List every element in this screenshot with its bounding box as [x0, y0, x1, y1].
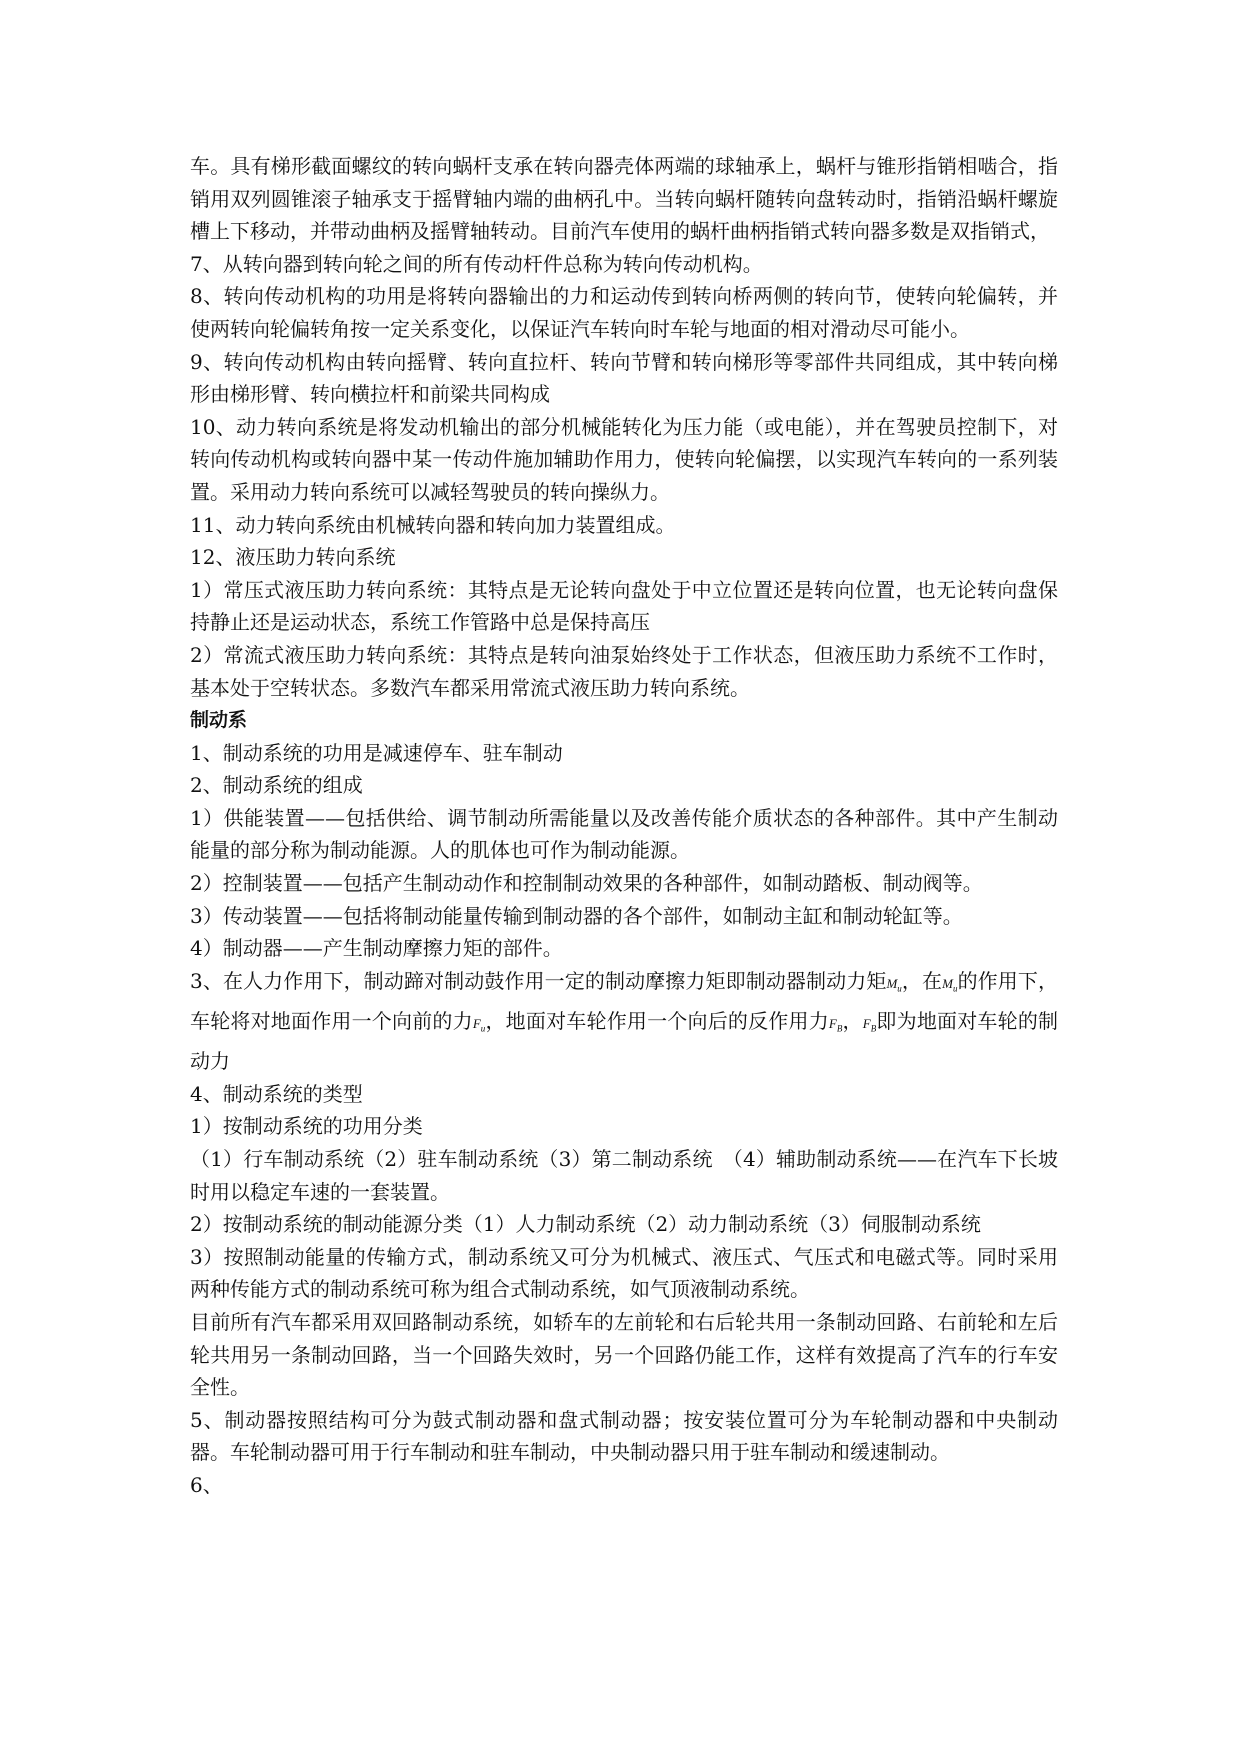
brake-paragraph-2-1: 1）供能装置——包括供给、调节制动所需能量以及改善传能介质状态的各种部件。其中产生制动能量的部分称为制动能源。人的肌体也可作为制动能源。 [190, 805, 1058, 863]
brake-paragraph-2-2: 2）控制装置——包括产生制动动作和控制制动效果的各种部件，如制动踏板、制动阀等。 [190, 871, 983, 896]
paragraph-worm-steering: 车。具有梯形截面螺纹的转向蜗杆支承在转向器壳体两端的球轴承上，蜗杆与锥形指销相啮合，指销用双列圆锥滚子轴承支于摇臂轴内端的曲柄孔中。当转向蜗杆随转向盘转动时，指销沿蜗杆螺旋槽上下移动，并带动曲柄及摇臂轴转动。目前汽车使用的蜗杆曲柄指销式转向器多数是双指销式， [190, 154, 1058, 244]
symbol-mu-2-sub: u [952, 983, 958, 994]
symbol-fb-2-sub: B [870, 1023, 877, 1034]
brake-paragraph-2-3: 3）传动装置——包括将制动能量传输到制动器的各个部件，如制动主缸和制动轮缸等。 [190, 903, 963, 928]
section-heading-brake-system: 制动系 [190, 709, 248, 732]
brake-paragraph-4-1-list: （1）行车制动系统（2）驻车制动系统（3）第二制动系统 （4）辅助制动系统——在汽车下长坡时用以稳定车速的一套装置。 [190, 1147, 1058, 1204]
paragraph-8: 8、转向传动机构的功用是将转向器输出的力和运动传到转向桥两侧的转向节，使转向轮偏转，并使两转向轮偏转角按一定关系变化，以保证汽车转向时车轮与地面的相对滑动尽可能小。 [190, 284, 1058, 341]
symbol-fu [472, 1016, 486, 1034]
para3-text-4: ，地面对车轮作用一个向后的反作用力 [485, 1009, 829, 1034]
symbol-fb-letter: F [828, 1016, 837, 1032]
para3-text-2: ，在 [901, 968, 943, 993]
brake-paragraph-2: 2、制动系统的组成 [190, 773, 363, 798]
brake-paragraph-2-4: 4）制动器——产生制动摩擦力矩的部件。 [190, 936, 563, 961]
document-body [190, 150, 1058, 1502]
symbol-fu-letter: F [472, 1016, 481, 1032]
symbol-mu-2 [942, 975, 958, 994]
paragraph-12-1: 1）常压式液压助力转向系统：其特点是无论转向盘处于中立位置还是转向位置，也无论转向盘保持静止还是运动状态，系统工作管路中总是保持高压 [190, 577, 1058, 635]
brake-paragraph-5: 5、制动器按照结构可分为鼓式制动器和盘式制动器；按安装位置可分为车轮制动器和中央制动器。车轮制动器可用于行车制动和驻车制动，中央制动器只用于驻车制动和缓速制动。 [190, 1407, 1058, 1465]
para3-text-3: 的作用下，车轮将对地面作用一个向前的力 [190, 968, 1059, 1034]
paragraph-9: 9、转向传动机构由转向摇臂、转向直拉杆、转向节臂和转向梯形等零部件共同组成，其中转向梯形由梯形臂、转向横拉杆和前梁共同构成 [190, 349, 1058, 407]
symbol-fb [828, 1016, 843, 1034]
symbol-mu-letter: M [886, 975, 898, 991]
brake-paragraph-6: 6、 [190, 1472, 223, 1497]
symbol-mu-2-letter: M [942, 975, 953, 991]
brake-paragraph-1: 1、制动系统的功用是减速停车、驻车制动 [190, 740, 563, 765]
paragraph-12-2: 2）常流式液压助力转向系统：其特点是转向油泵始终处于工作状态，但液压助力系统不工作时，基本处于空转状态。多数汽车都采用常流式液压助力转向系统。 [190, 642, 1058, 700]
brake-paragraph-dual-circuit: 目前所有汽车都采用双回路制动系统，如轿车的左前轮和右后轮共用一条制动回路、右前轮和左后轮共用另一条制动回路，当一个回路失效时，另一个回路仍能工作，这样有效提高了汽车的行车安全性。 [190, 1309, 1058, 1400]
para3-text-1: 3、在人力作用下，制动蹄对制动鼓作用一定的制动摩擦力矩即制动器制动力矩 [190, 968, 887, 993]
symbol-mu [886, 975, 902, 994]
paragraph-10: 10、动力转向系统是将发动机输出的部分机械能转化为压力能（或电能），并在驾驶员控制下，对转向传动机构或转向器中某一传动件施加辅助作用力，使转向轮偏摆，以实现汽车转向的一系列装置。采用动力转向系统可以减轻驾驶员的转向操纵力。 [190, 414, 1058, 504]
paragraph-12: 12、液压助力转向系统 [190, 545, 396, 570]
brake-paragraph-4-3: 3）按照制动能量的传输方式，制动系统又可分为机械式、液压式、气压式和电磁式等。同时采用两种传能方式的制动系统可称为组合式制动系统，如气顶液制动系统。 [190, 1244, 1058, 1302]
para3-text-6: 即为地面对车轮的制动力 [190, 1009, 1059, 1074]
para3-text-5: ， [842, 1009, 863, 1034]
symbol-fb-sub: B [836, 1023, 843, 1034]
symbol-mu-sub: u [897, 983, 902, 994]
symbol-fu-sub: u [480, 1023, 486, 1034]
brake-paragraph-4-1: 1）按制动系统的功用分类 [190, 1114, 423, 1139]
brake-paragraph-4-2: 2）按制动系统的制动能源分类（1）人力制动系统（2）动力制动系统（3）伺服制动系统 [190, 1212, 981, 1237]
paragraph-11: 11、动力转向系统由机械转向器和转向加力装置组成。 [190, 512, 676, 537]
paragraph-7: 7、从转向器到转向轮之间的所有传动杆件总称为转向传动机构。 [190, 251, 763, 276]
brake-paragraph-3 [190, 965, 1058, 1078]
symbol-fb-2-letter: F [862, 1016, 871, 1032]
symbol-fb-2 [862, 1016, 877, 1034]
brake-paragraph-4: 4、制动系统的类型 [190, 1081, 363, 1106]
